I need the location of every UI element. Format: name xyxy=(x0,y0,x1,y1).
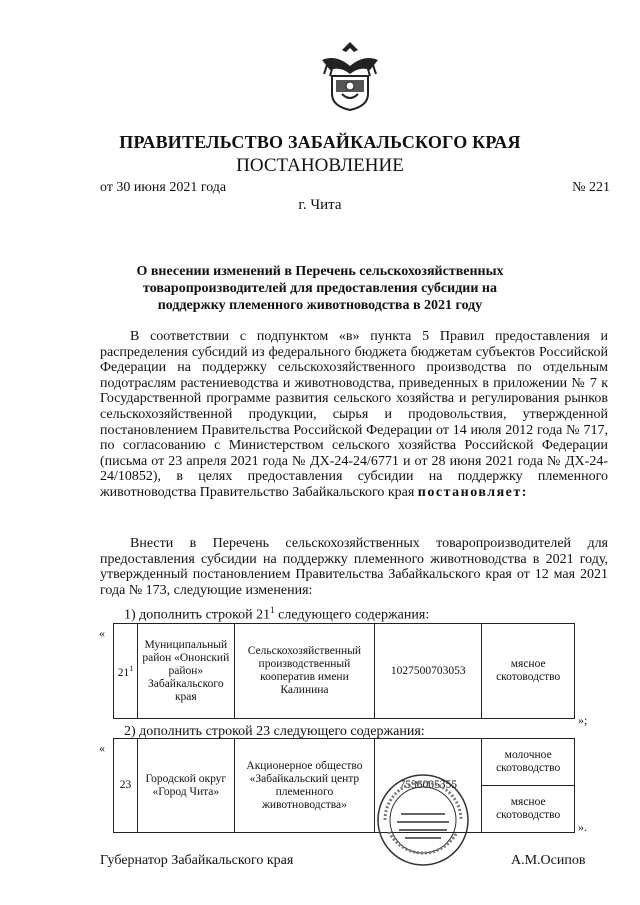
item-1-close-quote: »; xyxy=(578,713,588,727)
paragraph-2: Внести в Перечень сельскохозяйственных товаропроизводителей для предоставления субсидии на поддержку племенного животноводства в 2021 году, утвержденный постановлением Правительства Забайкальского края от 12 мая 2021 года № 173, следующие изменения: xyxy=(100,536,608,598)
document-type: ПОСТАНОВЛЕНИЕ xyxy=(236,155,404,176)
official-stamp-seal xyxy=(375,772,471,868)
government-title: ПРАВИТЕЛЬСТВО ЗАБАЙКАЛЬСКОГО КРАЯ xyxy=(119,132,521,152)
document-number: № 221 xyxy=(572,180,610,195)
table-row xyxy=(114,739,575,786)
item-2-open-quote: « xyxy=(99,741,105,755)
signatory-name: А.М.Осипов xyxy=(511,853,586,868)
direction-cell-1: молочное скотоводство xyxy=(482,739,575,786)
paragraph-1-text: В соответствии с подпунктом «в» пункта 5 Правил предоставления и распределения субсидий из федерального бюджета бюджетам субъектов Российской Федерации на поддержку сельскохозяйственного производства по отдельным подотраслям растениеводства и животноводства, приведенных в приложении № 7 к Государственной программе развития сельского хозяйства и регулирования рынков сельскохозяйственной продукции, сырья и продовольствия, утвержденной постановлением Правительства Российской Федерации от 14 июля 2012 года № 717, по согласованию с Министерством сельского хозяйства Российской Федерации (письма от 23 апреля 2021 года № ДХ-24-24/6771 и от 28 июня 2021 года № ДХ-24-24/10852), в целях предоставления субсидии на поддержку племенного животноводства Правительство Забайкальского края xyxy=(100,329,608,500)
item-1-open-quote: « xyxy=(99,626,105,640)
direction-cell: мясное скотоводство xyxy=(482,624,575,719)
ogrn-cell: 1027500703053 xyxy=(375,624,482,719)
item-2-table xyxy=(113,738,575,833)
organization-cell: Акционерное общество «Забайкальский центр племенного животноводства» xyxy=(234,739,374,833)
coat-of-arms-emblem xyxy=(318,40,382,112)
document-city: г. Чита xyxy=(298,197,342,213)
row-number: 23 xyxy=(114,739,138,833)
document-subject: О внесении изменений в Перечень сельскохозяйственных товаропроизводителей для предоставления субсидии на поддержку племенного животноводства в 2021 году xyxy=(136,264,504,313)
document-date: от 30 июня 2021 года xyxy=(100,180,227,195)
district-cell: Городской округ «Город Чита» xyxy=(137,739,234,833)
row-number: $21^1$ xyxy=(114,624,138,719)
paragraph-1-decision: постановляет: xyxy=(417,484,528,500)
organization-cell: Сельскохозяйственный производственный кооператив имени Калинина xyxy=(234,624,374,719)
direction-cell-2: мясное скотоводство xyxy=(482,786,575,833)
item-1-table xyxy=(113,623,575,719)
item-2-heading: 2) дополнить строкой 23 следующего содержания: xyxy=(124,724,425,739)
table-row xyxy=(114,624,575,719)
signatory-title: Губернатор Забайкальского края xyxy=(100,853,294,868)
item-1-heading: 1) дополнить строкой $21^1$ следующего содержания: xyxy=(124,605,430,623)
item-2-close-quote: ». xyxy=(578,820,587,834)
paragraph-1 xyxy=(100,329,608,501)
district-cell: Муниципальный район «Ононский район» Забайкальского края xyxy=(137,624,234,719)
ogrn-cell: 7536005355 xyxy=(375,739,482,833)
